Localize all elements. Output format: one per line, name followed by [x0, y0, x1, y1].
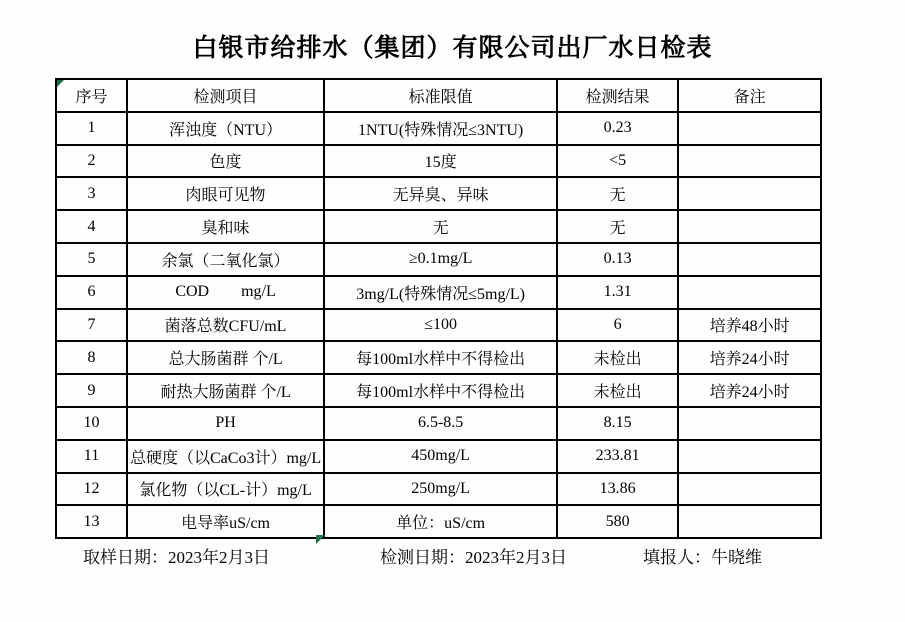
- cell-item: 菌落总数CFU/mL: [127, 309, 324, 342]
- cell-remark: [678, 276, 821, 309]
- excel-error-triangle-icon: [57, 80, 64, 87]
- table-row: [56, 243, 821, 276]
- cell-no: 2: [56, 145, 127, 178]
- cell-remark: 培养24小时: [678, 341, 821, 374]
- cell-result: 0.13: [557, 243, 678, 276]
- cell-item: 浑浊度（NTU）: [127, 112, 324, 145]
- cell-standard: 每100ml水样中不得检出: [324, 374, 557, 407]
- cell-result: 无: [557, 177, 678, 210]
- cell-item: 电导率uS/cm: [127, 505, 324, 538]
- cell-item: 色度: [127, 145, 324, 178]
- cell-item: 肉眼可见物: [127, 177, 324, 210]
- cell-standard: ≤100: [324, 309, 557, 342]
- cell-no: 6: [56, 276, 127, 309]
- table-row: [56, 440, 821, 473]
- cell-no: 1: [56, 112, 127, 145]
- cell-result: <5: [557, 145, 678, 178]
- footer: [0, 543, 905, 565]
- table-row: [56, 407, 821, 440]
- cell-no: 3: [56, 177, 127, 210]
- cell-no: 8: [56, 341, 127, 374]
- col-header-standard: 标准限值: [324, 79, 557, 112]
- col-header-remark: 备注: [678, 79, 821, 112]
- cell-result: 233.81: [557, 440, 678, 473]
- report-table-wrap: [55, 78, 822, 539]
- cell-item: PH: [127, 407, 324, 440]
- cell-item: 臭和味: [127, 210, 324, 243]
- cell-standard: 3mg/L(特殊情况≤5mg/L): [324, 276, 557, 309]
- col-header-no: 序号: [56, 79, 127, 112]
- cell-remark: 培养24小时: [678, 374, 821, 407]
- test-date-label: 检测日期：2023年2月3日: [380, 548, 567, 567]
- reporter-label: 填报人：牛晓维: [643, 548, 762, 567]
- cell-standard: 无: [324, 210, 557, 243]
- cell-remark: [678, 473, 821, 506]
- cell-item: 耐热大肠菌群 个/L: [127, 374, 324, 407]
- cell-no: 10: [56, 407, 127, 440]
- cell-remark: [678, 177, 821, 210]
- cell-no: 11: [56, 440, 127, 473]
- cell-result: 13.86: [557, 473, 678, 506]
- cell-no: 13: [56, 505, 127, 538]
- cell-result: 6: [557, 309, 678, 342]
- cell-standard: 每100ml水样中不得检出: [324, 341, 557, 374]
- table-row: [56, 276, 821, 309]
- cell-standard: 15度: [324, 145, 557, 178]
- cell-result: 8.15: [557, 407, 678, 440]
- cell-remark: [678, 112, 821, 145]
- cell-result: 580: [557, 505, 678, 538]
- cell-remark: [678, 243, 821, 276]
- cell-result: 0.23: [557, 112, 678, 145]
- table-row: [56, 309, 821, 342]
- cell-item: COD mg/L: [127, 276, 324, 309]
- cell-remark: [678, 505, 821, 538]
- table-row: [56, 112, 821, 145]
- table-row: [56, 505, 821, 538]
- table-row: [56, 473, 821, 506]
- cell-no: 4: [56, 210, 127, 243]
- report-table: [55, 78, 822, 539]
- cell-result: 未检出: [557, 374, 678, 407]
- cell-no: 9: [56, 374, 127, 407]
- cell-standard: 6.5-8.5: [324, 407, 557, 440]
- cell-standard: 无异臭、异味: [324, 177, 557, 210]
- header-row: [56, 79, 821, 112]
- table-row: [56, 210, 821, 243]
- page-title: 白银市给排水（集团）有限公司出厂水日检表: [192, 35, 713, 62]
- cell-item: 氯化物（以CL-计）mg/L: [127, 473, 324, 506]
- cell-no: 5: [56, 243, 127, 276]
- cell-result: 无: [557, 210, 678, 243]
- cell-no: 7: [56, 309, 127, 342]
- cell-remark: [678, 407, 821, 440]
- sampling-date-label: 取样日期：2023年2月3日: [83, 548, 270, 567]
- table-row: [56, 374, 821, 407]
- table-row: [56, 177, 821, 210]
- cell-standard: 250mg/L: [324, 473, 557, 506]
- cell-item: 总大肠菌群 个/L: [127, 341, 324, 374]
- table-row: [56, 145, 821, 178]
- cell-standard: ≥0.1mg/L: [324, 243, 557, 276]
- cell-standard: 单位：uS/cm: [324, 505, 557, 538]
- cell-remark: [678, 145, 821, 178]
- cell-item: 总硬度（以CaCo3计）mg/L: [127, 440, 324, 473]
- cell-item: 余氯（二氧化氯）: [127, 243, 324, 276]
- table-row: [56, 341, 821, 374]
- cell-standard: 450mg/L: [324, 440, 557, 473]
- cell-standard: 1NTU(特殊情况≤3NTU): [324, 112, 557, 145]
- cell-remark: [678, 440, 821, 473]
- cell-remark: [678, 210, 821, 243]
- cell-no: 12: [56, 473, 127, 506]
- col-header-result: 检测结果: [557, 79, 678, 112]
- col-header-item: 检测项目: [127, 79, 324, 112]
- cell-remark: 培养48小时: [678, 309, 821, 342]
- cell-result: 1.31: [557, 276, 678, 309]
- cell-result: 未检出: [557, 341, 678, 374]
